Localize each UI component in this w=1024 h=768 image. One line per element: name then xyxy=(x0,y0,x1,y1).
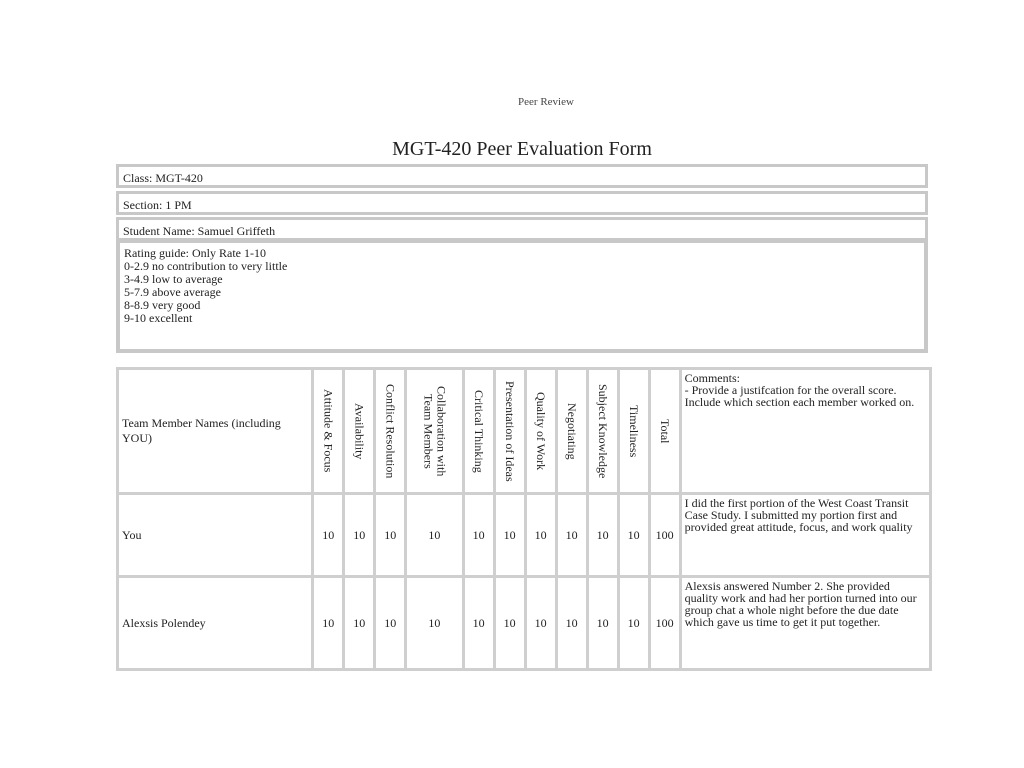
score-cell: 10 xyxy=(375,494,406,577)
header-label: Availability xyxy=(352,402,367,460)
rating-guide-line: Rating guide: Only Rate 1-10 xyxy=(124,246,266,260)
comment-text: Alexsis answered Number 2. She provided quality work and had her portion turned into our group chat a whole night before the due date which gave us time to get it put together. xyxy=(684,579,917,629)
score-cell: 10 xyxy=(618,577,649,670)
class-field xyxy=(116,164,928,188)
score-cell: 10 xyxy=(556,494,587,577)
header-comments xyxy=(680,369,930,494)
table-header-row xyxy=(118,369,931,494)
score-cell: 10 xyxy=(463,494,494,577)
header-label: Quality of Work xyxy=(534,391,549,471)
evaluation-table xyxy=(116,367,932,671)
comment-cell xyxy=(680,577,930,670)
member-name: You xyxy=(118,494,313,577)
rating-guide-line: 3-4.9 low to average xyxy=(124,272,223,286)
score-cell: 10 xyxy=(494,494,525,577)
section-label: Section: 1 PM xyxy=(123,198,192,212)
score-cell: 10 xyxy=(313,577,344,670)
score-cell: 10 xyxy=(406,577,463,670)
total-cell: 100 xyxy=(649,577,680,670)
rating-guide-line: 9-10 excellent xyxy=(124,311,193,325)
header-critical-thinking xyxy=(463,369,494,494)
student-name-field xyxy=(116,217,928,241)
header-total xyxy=(649,369,680,494)
header-label: Subject Knowledge xyxy=(596,383,611,479)
score-cell: 10 xyxy=(463,577,494,670)
form-title: MGT-420 Peer Evaluation Form xyxy=(392,138,652,160)
total-cell: 100 xyxy=(649,494,680,577)
table-row xyxy=(118,577,931,670)
page-header: Peer Review xyxy=(518,96,574,108)
comment-text: I did the first portion of the West Coast Transit Case Study. I submitted my portion first and provided great attitude, focus, and work quality xyxy=(684,496,913,534)
header-name-label: Team Member Names (including YOU) xyxy=(122,416,281,445)
score-cell: 10 xyxy=(375,577,406,670)
header-presentation-of-ideas xyxy=(494,369,525,494)
header-negotiating xyxy=(556,369,587,494)
rating-guide xyxy=(116,239,928,353)
score-cell: 10 xyxy=(556,577,587,670)
table-row xyxy=(118,494,931,577)
header-label: Presentation of Ideas xyxy=(503,380,518,482)
student-name-label: Student Name: Samuel Griffeth xyxy=(123,224,276,238)
score-cell: 10 xyxy=(525,577,556,670)
header-attitude-focus xyxy=(313,369,344,494)
score-cell: 10 xyxy=(344,494,375,577)
class-label: Class: MGT-420 xyxy=(123,171,203,185)
header-label: Conflict Resolution xyxy=(383,383,398,479)
header-label: Timeliness xyxy=(627,404,642,458)
header-subject-knowledge xyxy=(587,369,618,494)
comment-cell xyxy=(680,494,930,577)
rating-guide-line: 0-2.9 no contribution to very little xyxy=(124,259,288,273)
score-cell: 10 xyxy=(618,494,649,577)
score-cell: 10 xyxy=(587,577,618,670)
header-quality-of-work xyxy=(525,369,556,494)
section-field xyxy=(116,191,928,215)
header-team-member-names xyxy=(118,369,313,494)
header-label: Critical Thinking xyxy=(472,389,487,473)
score-cell: 10 xyxy=(525,494,556,577)
score-cell: 10 xyxy=(344,577,375,670)
header-label: Total xyxy=(658,418,673,444)
header-comments-label: Comments: - Provide a justifcation for the overall score. Include which section each member worked on. xyxy=(684,371,915,409)
score-cell: 10 xyxy=(587,494,618,577)
header-label: Collaboration with Team Members xyxy=(421,385,449,477)
header-availability xyxy=(344,369,375,494)
header-label: Attitude & Focus xyxy=(321,389,336,473)
score-cell: 10 xyxy=(313,494,344,577)
score-cell: 10 xyxy=(494,577,525,670)
header-label: Negotiating xyxy=(565,402,580,460)
header-conflict-resolution xyxy=(375,369,406,494)
header-collaboration xyxy=(406,369,463,494)
score-cell: 10 xyxy=(406,494,463,577)
rating-guide-line: 8-8.9 very good xyxy=(124,298,201,312)
rating-guide-line: 5-7.9 above average xyxy=(124,285,221,299)
member-name: Alexsis Polendey xyxy=(118,577,313,670)
header-timeliness xyxy=(618,369,649,494)
